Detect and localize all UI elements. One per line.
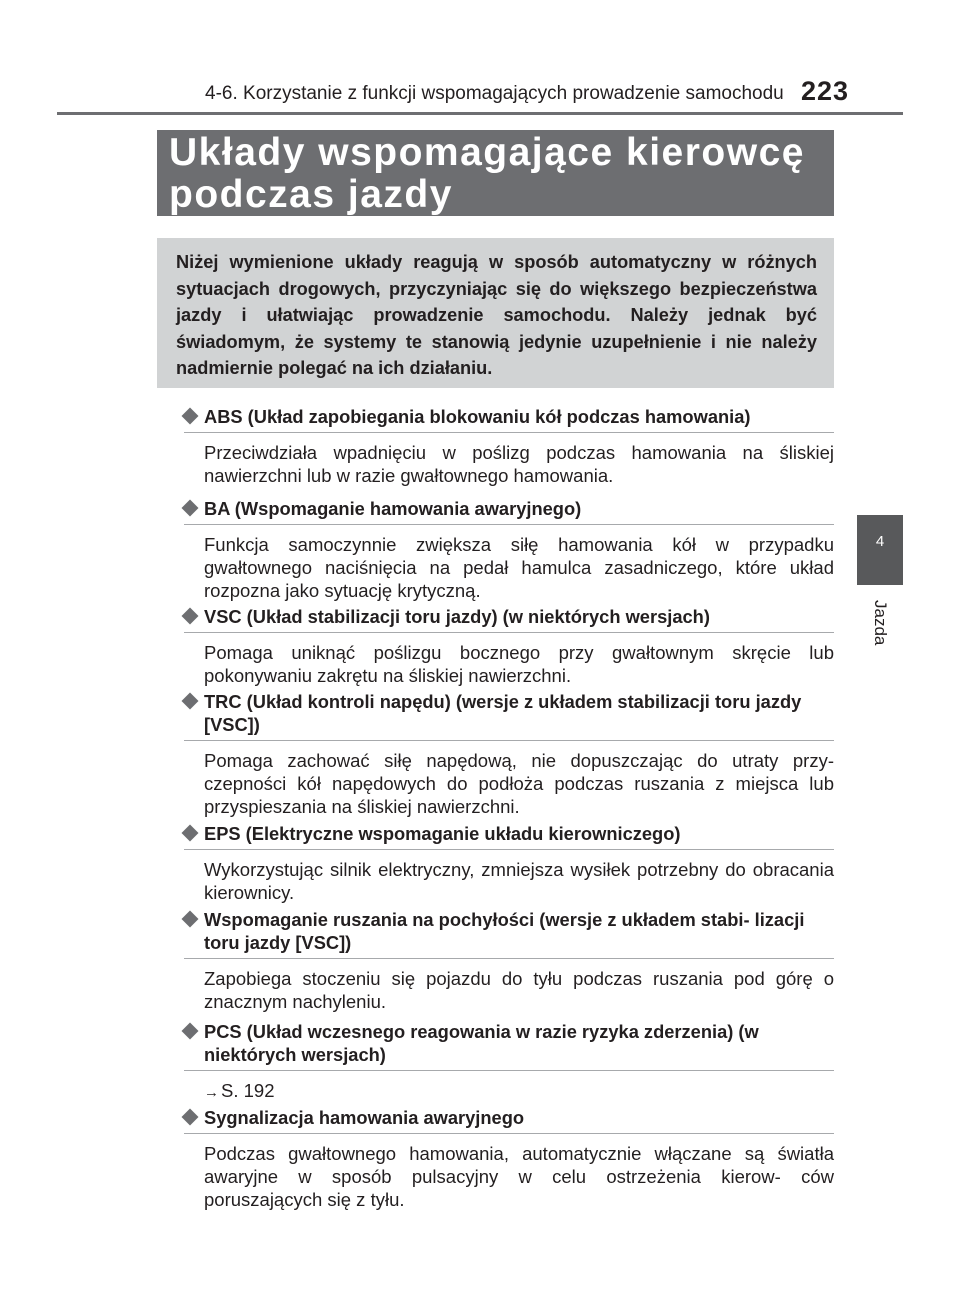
section-heading-text: BA (Wspomaganie hamowania awaryjnego) (204, 498, 582, 519)
intro-text: Niżej wymienione układy reagują w sposób automatyczny w różnych sytuacjach drogowych, przyczyniając się do większego bezpieczeństwa jazdy i ułatwiając prowadzenie samochodu. Należy jednak być świadomym, że systemy te stanowią jedynie uzupełnienie i nie należy nadmiernie polegać na ich działaniu. (176, 252, 817, 378)
section-heading-text: Wspomaganie ruszania na pochyłości (wersje z układem stabi- lizacji toru jazdy [VSC]) (204, 909, 805, 953)
chapter-tab-label (862, 600, 898, 670)
header-title: 4-6. Korzystanie z funkcji wspomagających prowadzenie samochodu (205, 83, 784, 104)
section-heading (184, 908, 834, 959)
diamond-bullet-icon (182, 911, 199, 928)
section-hill-start (184, 908, 834, 1013)
diamond-bullet-icon (182, 500, 199, 517)
section-body: Wykorzystując silnik elektryczny, zmniejsza wysiłek potrzebny do obracania kierownicy. (204, 859, 834, 903)
diamond-bullet-icon (182, 1023, 199, 1040)
section-body: Przeciwdziała wpadnięciu w poślizg podczas hamowania na śliskiej nawierzchni lub w razie gwałtownego hamowania. (204, 442, 834, 486)
arrow-right-icon: → (204, 1084, 219, 1101)
diamond-bullet-icon (182, 693, 199, 710)
section-heading (184, 1106, 834, 1134)
section-heading-text: Sygnalizacja hamowania awaryjnego (204, 1107, 525, 1128)
section-heading-text: ABS (Układ zapobiegania blokowaniu kół podczas hamowania) (204, 406, 751, 427)
intro-box (157, 238, 834, 388)
section-heading-text: TRC (Układ kontroli napędu) (wersje z układem stabilizacji toru jazdy [VSC]) (204, 691, 802, 735)
diamond-bullet-icon (182, 408, 199, 425)
section-abs (184, 405, 834, 487)
page-reference-link[interactable]: S. 192 (221, 1080, 275, 1101)
section-body (184, 1079, 834, 1104)
header-rule (57, 112, 903, 115)
section-heading-text: VSC (Układ stabilizacji toru jazdy) (w niektórych wersjach) (204, 606, 710, 627)
section-ba (184, 497, 834, 602)
chapter-tab (857, 515, 903, 585)
diamond-bullet-icon (182, 1109, 199, 1126)
section-vsc (184, 605, 834, 687)
main-title: Układy wspomagające kierowcę podczas jazdy (169, 131, 805, 216)
section-heading (184, 605, 834, 633)
section-heading (184, 1020, 834, 1071)
section-trc (184, 690, 834, 818)
section-body: Funkcja samoczynnie zwiększa siłę hamowania kół w przypadku gwałtownego naciśnięcia na pedał hamulca zasadniczego, które układ rozpozna jako sytuację krytyczną. (204, 534, 834, 601)
section-heading (184, 822, 834, 850)
section-heading-text: EPS (Elektryczne wspomaganie układu kierowniczego) (204, 823, 681, 844)
chapter-tab-number: 4 (875, 533, 885, 550)
section-heading (184, 690, 834, 741)
section-body: Pomaga uniknąć poślizgu bocznego przy gwałtownym skręcie lub pokonywaniu zakrętu na śliskiej nawierzchni. (204, 642, 834, 686)
section-body: Pomaga zachować siłę napędową, nie dopuszczając do utraty przy- czepności kół napędowych do podłoża podczas ruszania z miejsca lub przyspieszania na śliskiej nawierzchni. (204, 750, 834, 817)
chapter-tab-label-text: Jazda (871, 600, 890, 646)
section-heading (184, 497, 834, 525)
section-eps (184, 822, 834, 904)
section-pcs (184, 1020, 834, 1104)
page-number: 223 (801, 76, 850, 106)
section-body: Podczas gwałtownego hamowania, automatycznie włączane są światła awaryjne w sposób pulsacyjny w celu ostrzeżenia kierow- ców poruszających się z tyłu. (204, 1143, 834, 1210)
section-heading-text: PCS (Układ wczesnego reagowania w razie ryzyka zderzenia) (w niektórych wersjach) (204, 1021, 759, 1065)
section-body: Zapobiega stoczeniu się pojazdu do tyłu podczas ruszania pod górę o znacznym nachyleniu. (204, 968, 834, 1012)
section-heading (184, 405, 834, 433)
diamond-bullet-icon (182, 825, 199, 842)
diamond-bullet-icon (182, 608, 199, 625)
main-title-box (157, 130, 834, 216)
section-emergency-signal (184, 1106, 834, 1211)
